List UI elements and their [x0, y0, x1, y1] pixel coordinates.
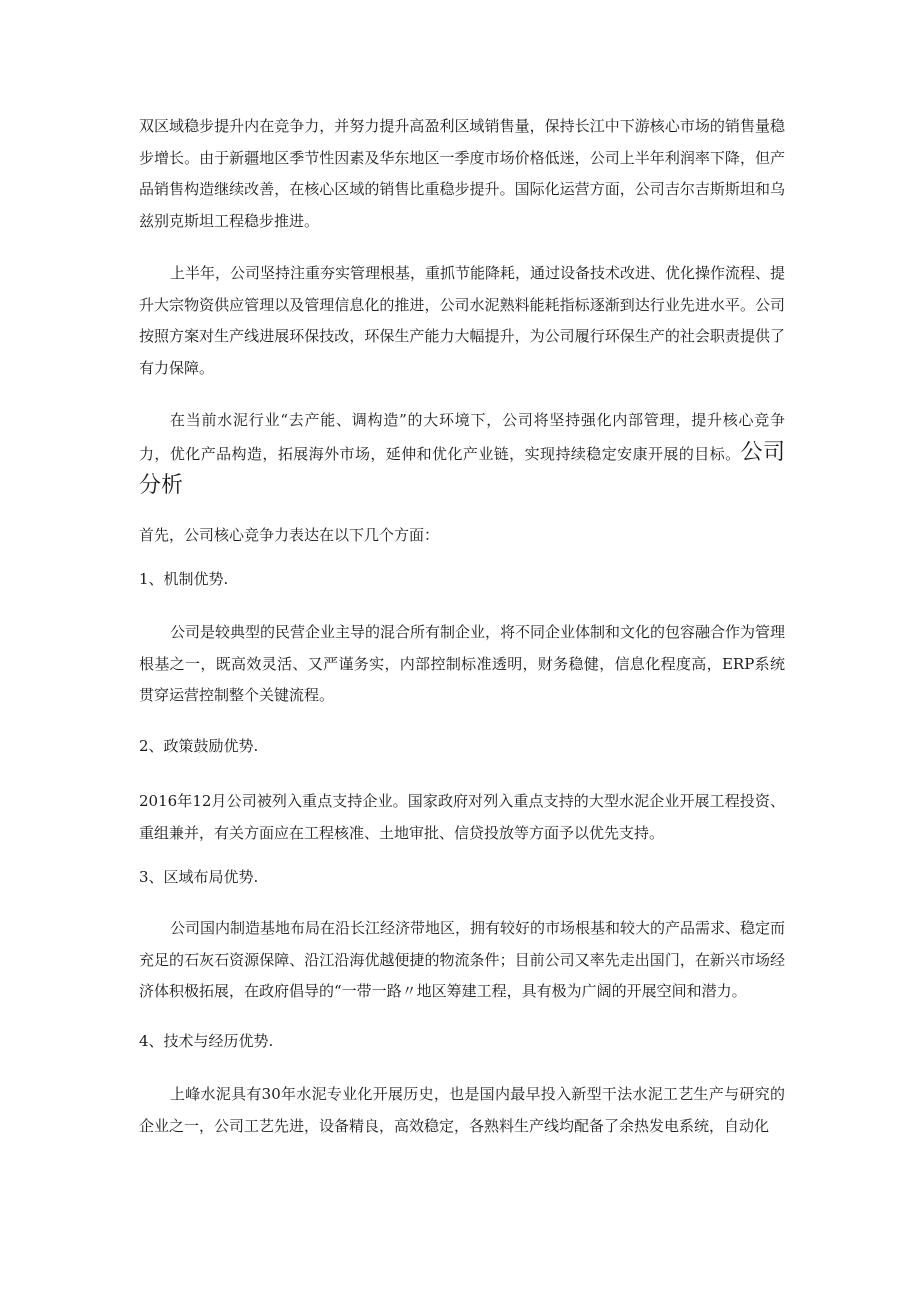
section-heading-company-analysis: 公司分析 — [139, 439, 785, 498]
paragraph-policy-advantage: 2016年12月公司被列入重点支持企业。国家政府对列入重点支持的大型水泥企业开展工程投资、重组兼并，有关方面应在工程核准、土地审批、信贷投放等方面予以优先支持。 — [139, 792, 785, 842]
paragraph-industry-outlook-text: 在当前水泥行业“去产能、调构造”的大环境下，公司将坚持强化内部管理，提升核心竞争力，优化产品构造，拓展海外市场，延伸和优化产业链，实现持续稳定安康开展的目标。 — [139, 411, 785, 463]
paragraph-industry-outlook — [139, 405, 785, 504]
item-heading-regional-layout: 3、区域布局优势. — [139, 868, 259, 886]
paragraph-technology-experience: 上峰水泥具有30年水泥专业化开展历史，也是国内最早投入新型干法水泥工艺生产与研究的企业之一，公司工艺先进，设备精良，高效稳定，各熟料生产线均配备了余热发电系统，自动化 — [139, 1085, 785, 1135]
paragraph-mechanism-advantage: 公司是较典型的民营企业主导的混合所有制企业，将不同企业体制和文化的包容融合作为管理根基之一，既高效灵活、又严谨务实，内部控制标准透明，财务稳健，信息化程度高，ERP系统贯穿运营控制整个关键流程。 — [139, 623, 786, 704]
paragraph-regional-layout: 公司国内制造基地布局在沿长江经济带地区，拥有较好的市场根基和较大的产品需求、稳定而充足的石灰石资源保障、沿江沿海优越便捷的物流条件；目前公司又率先走出国门，在新兴市场经济体积极拓展，在政府倡导的“一带一路〃地区筹建工程，具有极为广阔的开展空间和潜力。 — [139, 919, 786, 1000]
paragraph-core-competence-intro: 首先，公司核心竞争力表达在以下几个方面： — [139, 526, 440, 544]
paragraph-half-year-management: 上半年，公司坚持注重夯实管理根基，重抓节能降耗，通过设备技术改进、优化操作流程、提升大宗物资供应管理以及管理信息化的推进，公司水泥熟料能耗指标逐渐到达行业先进水平。公司按照方案对生产线进展环保技改，环保生产能力大幅提升，为公司履行环保生产的社会职责提供了有力保障。 — [139, 264, 786, 377]
item-heading-mechanism-advantage: 1、机制优势. — [139, 570, 229, 588]
paragraph-regional-growth: 双区域稳步提升内在竞争力，并努力提升高盈利区域销售量，保持长江中下游核心市场的销售量稳步增长。由于新疆地区季节性因素及华东地区一季度市场价格低迷，公司上半年利润率下降，但产品销售构造继续改善，在核心区域的销售比重稳步提升。国际化运营方面，公司吉尔吉斯斯坦和乌兹别克斯坦工程稳步推进。 — [139, 117, 785, 230]
item-heading-technology-experience: 4、技术与经历优势. — [139, 1032, 274, 1050]
item-heading-policy-advantage: 2、政策鼓励优势. — [139, 737, 259, 755]
